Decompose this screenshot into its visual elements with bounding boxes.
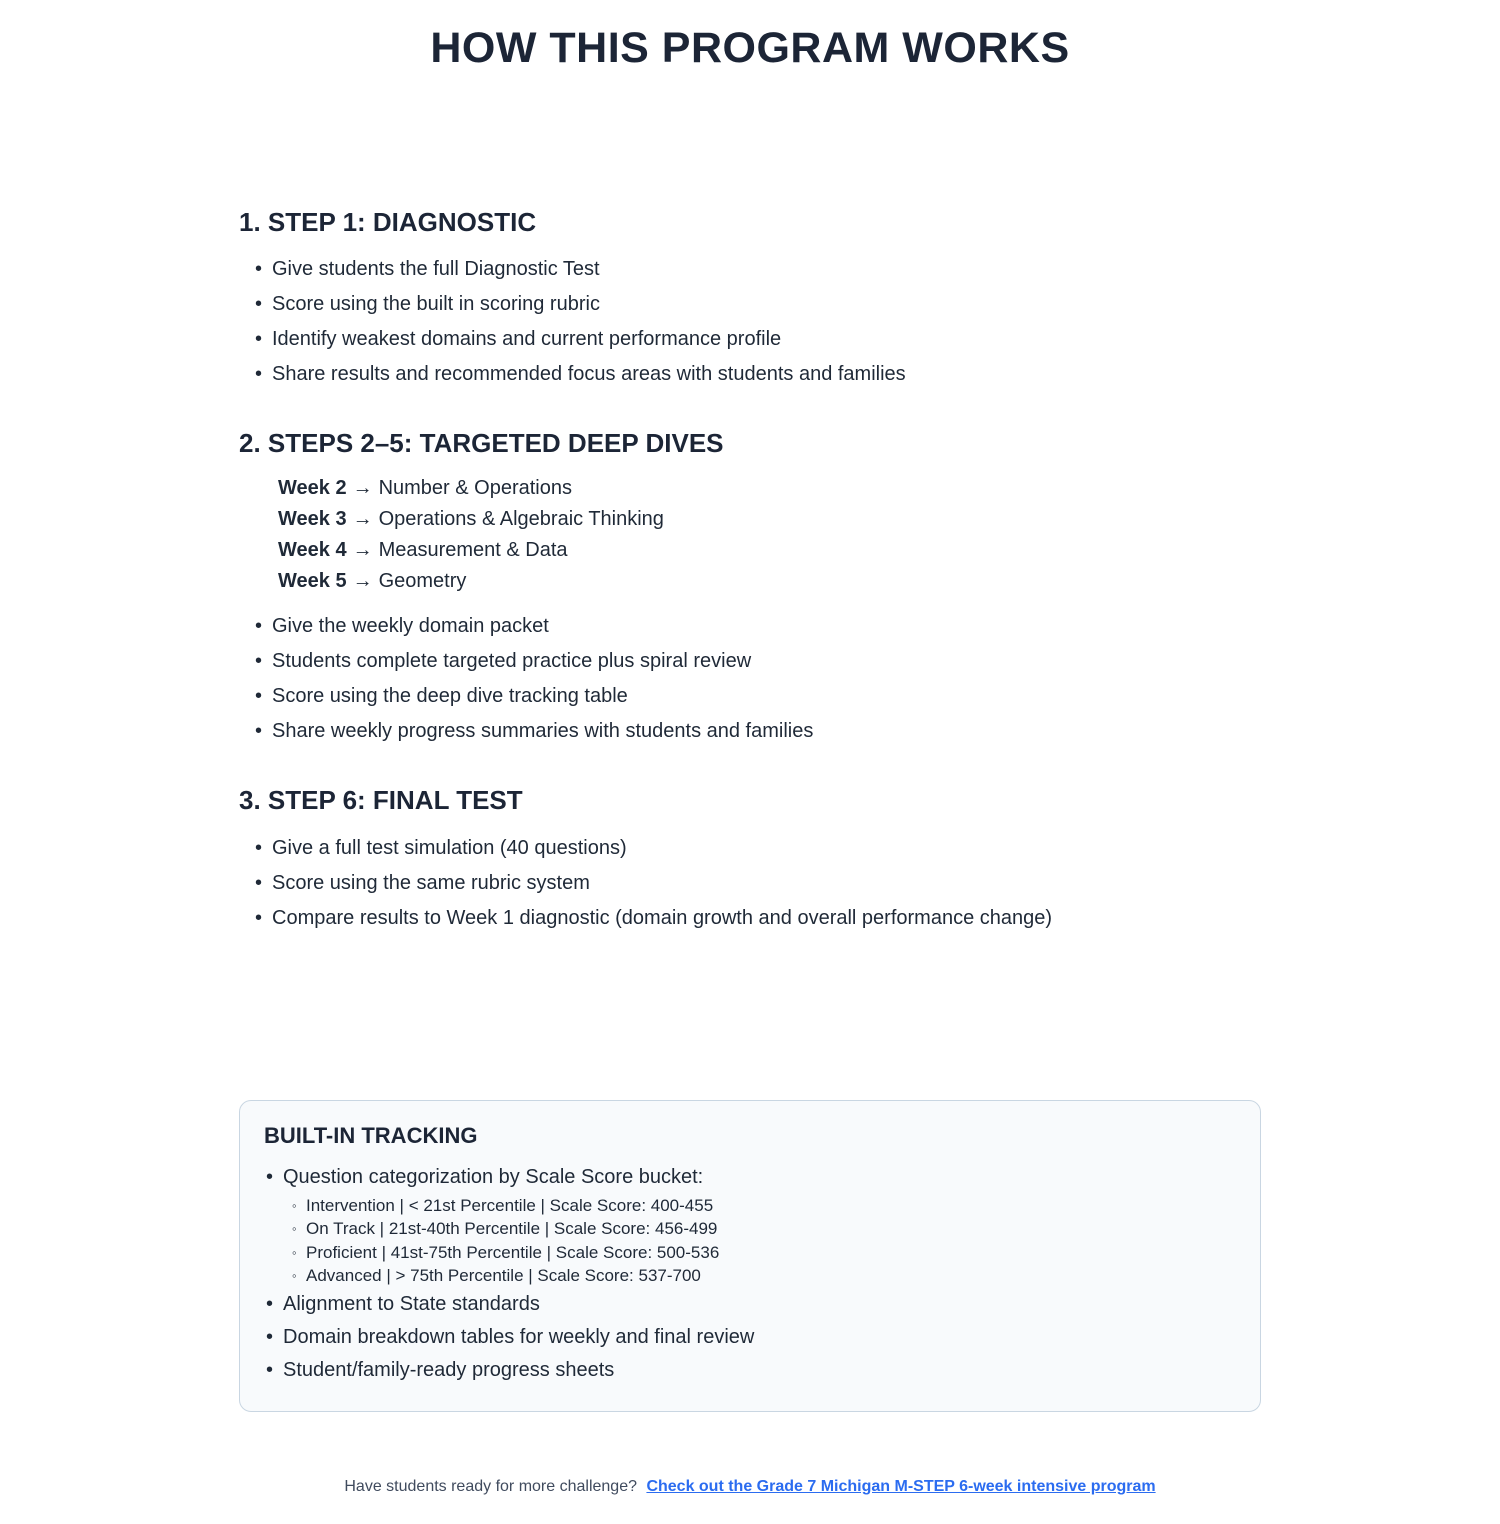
bullet-list (239, 831, 1261, 936)
bullet-item (264, 1288, 1234, 1321)
week-line (278, 535, 1261, 566)
bullet-marker: • (255, 836, 263, 859)
bullet-item (239, 644, 1261, 679)
bullet-marker: • (255, 650, 263, 673)
footer-prompt-text: Have students ready for more challenge? (344, 1477, 637, 1495)
week-label: Week 4 (278, 539, 347, 562)
sub-bullet-text: On Track | 21st-40th Percentile | Scale Score: 456-499 (306, 1219, 718, 1239)
sub-bullet-item (292, 1217, 1234, 1241)
bullet-text: Share weekly progress summaries with students and families (272, 720, 814, 743)
page-title: HOW THIS PROGRAM WORKS (430, 24, 1070, 72)
bullet-text: Alignment to State standards (283, 1292, 540, 1315)
week-line (278, 566, 1261, 597)
week-line (278, 504, 1261, 535)
bullet-text: Question categorization by Scale Score bucket: (283, 1165, 704, 1188)
bullet-item (239, 831, 1261, 866)
bullet-marker: • (255, 685, 263, 708)
arrow-icon: → (352, 570, 373, 593)
sub-bullet-item (292, 1194, 1234, 1218)
section-heading: 2. STEPS 2–5: TARGETED DEEP DIVES (239, 428, 724, 459)
bullet-item (239, 287, 1261, 322)
bullet-item (239, 357, 1261, 392)
sub-bullet-text: Intervention | < 21st Percentile | Scale Score: 400-455 (306, 1195, 714, 1215)
sub-bullet-item (292, 1241, 1234, 1265)
arrow-icon: → (352, 539, 373, 562)
bullet-text: Identify weakest domains and current performance profile (272, 328, 782, 351)
sub-bullet-text: Advanced | > 75th Percentile | Scale Score: 537-700 (306, 1266, 701, 1286)
bullet-item (264, 1354, 1234, 1387)
bullet-text: Give a full test simulation (40 questions) (272, 836, 627, 859)
scale-score-bucket-list (264, 1194, 1234, 1288)
bullet-group (264, 1161, 1234, 1288)
bullet-marker: • (255, 906, 263, 929)
section-heading: 3. STEP 6: FINAL TEST (239, 785, 523, 816)
bullet-text: Give the weekly domain packet (272, 615, 549, 638)
bullet-item (239, 679, 1261, 714)
bullet-marker: • (255, 615, 263, 638)
section-step-1-diagnostic (239, 207, 1261, 392)
bullet-marker: • (266, 1358, 274, 1381)
bullet-text: Domain breakdown tables for weekly and final review (283, 1325, 755, 1348)
week-topic: Measurement & Data (378, 539, 568, 562)
bullet-text: Score using the built in scoring rubric (272, 293, 600, 316)
arrow-icon: → (352, 508, 373, 531)
bullet-item (239, 252, 1261, 287)
bullet-item (264, 1161, 1234, 1194)
sub-bullet-marker: ◦ (292, 1268, 297, 1284)
content-area (239, 207, 1261, 1412)
section-heading: 1. STEP 1: DIAGNOSTIC (239, 207, 537, 237)
bullet-text: Score using the deep dive tracking table (272, 685, 628, 708)
bullet-text: Score using the same rubric system (272, 871, 590, 894)
bullet-marker: • (266, 1325, 274, 1348)
bullet-text: Share results and recommended focus areas with students and families (272, 363, 906, 386)
sub-bullet-item (292, 1264, 1234, 1288)
bullet-marker: • (266, 1292, 274, 1315)
bullet-marker: • (255, 720, 263, 743)
sub-bullet-marker: ◦ (292, 1221, 297, 1237)
arrow-icon: → (352, 477, 373, 500)
built-in-tracking-panel (239, 1100, 1261, 1412)
bullet-item (239, 322, 1261, 357)
sub-bullet-text: Proficient | 41st-75th Percentile | Scale Score: 500-536 (306, 1242, 720, 1262)
bullet-text: Student/family-ready progress sheets (283, 1358, 615, 1381)
bullet-text: Students complete targeted practice plus spiral review (272, 650, 752, 673)
bullet-marker: • (255, 258, 263, 281)
bullet-text: Compare results to Week 1 diagnostic (domain growth and overall performance change) (272, 906, 1053, 929)
week-label: Week 2 (278, 477, 347, 500)
sub-bullet-marker: ◦ (292, 1197, 297, 1213)
tracking-bullet-list (264, 1161, 1234, 1387)
week-topic: Geometry (378, 570, 467, 593)
section-steps-2-5-deep-dives (239, 428, 1261, 749)
bullet-text: Give students the full Diagnostic Test (272, 258, 600, 281)
section-step-6-final-test (239, 785, 1261, 935)
sub-bullet-marker: ◦ (292, 1244, 297, 1260)
week-label: Week 3 (278, 508, 347, 531)
bullet-list (239, 252, 1261, 392)
bullet-item (239, 714, 1261, 749)
week-topic: Operations & Algebraic Thinking (378, 508, 664, 531)
week-schedule (239, 473, 1261, 597)
bullet-marker: • (255, 293, 263, 316)
bullet-marker: • (255, 328, 263, 351)
footer (0, 1478, 1500, 1496)
bullet-marker: • (255, 363, 263, 386)
week-topic: Number & Operations (378, 477, 572, 500)
bullet-list (239, 609, 1261, 749)
bullet-item (239, 609, 1261, 644)
bullet-marker: • (266, 1165, 274, 1188)
week-line (278, 473, 1261, 504)
challenge-program-link[interactable]: Check out the Grade 7 Michigan M-STEP 6-week intensive program (646, 1477, 1156, 1495)
bullet-item (239, 866, 1261, 901)
bullet-marker: • (255, 871, 263, 894)
bullet-item (264, 1321, 1234, 1354)
tracking-panel-heading: BUILT-IN TRACKING (264, 1122, 478, 1148)
week-label: Week 5 (278, 570, 347, 593)
bullet-item (239, 901, 1261, 936)
document-page (0, 24, 1500, 1496)
